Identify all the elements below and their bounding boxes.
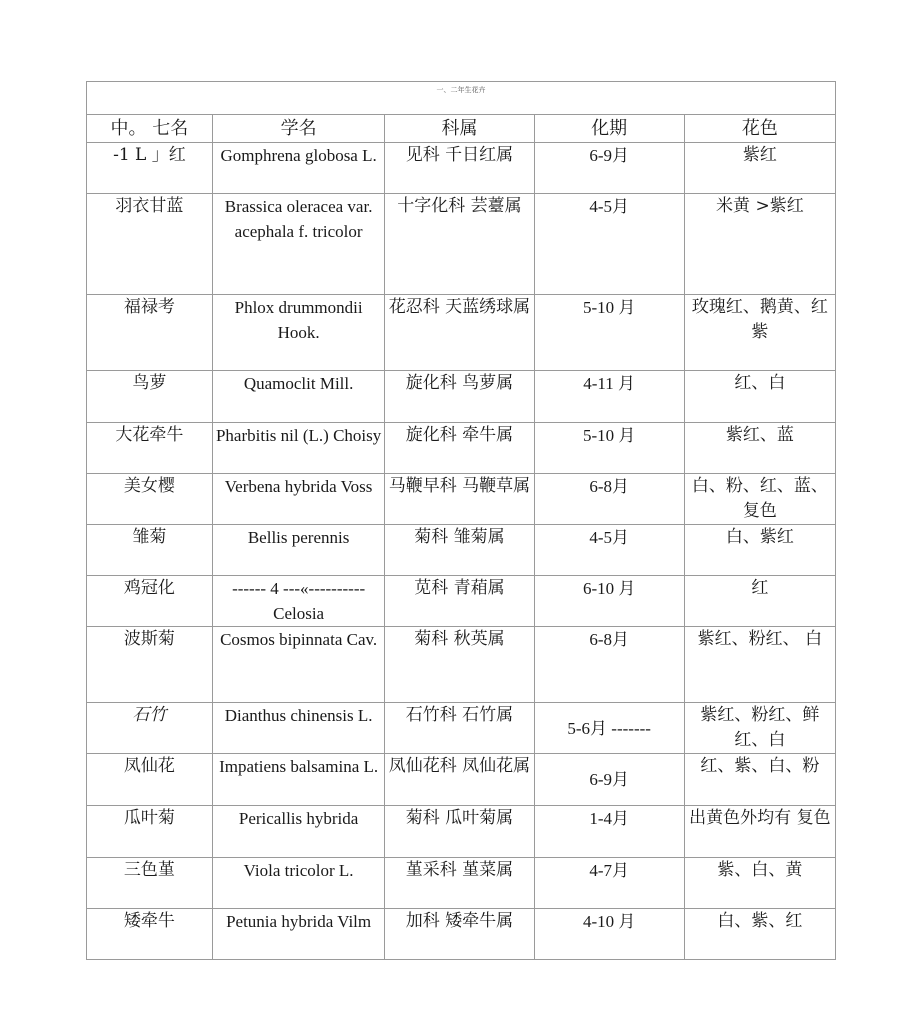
table-row: [87, 525, 836, 576]
cell-scientific: Verbena hybrida Voss: [212, 474, 385, 525]
cell-scientific: Phlox drummondii Hook.: [212, 295, 385, 371]
cell-name: 羽衣甘蓝: [87, 194, 213, 295]
cell-scientific: Brassica oleracea var. acephala f. tricolor: [212, 194, 385, 295]
cell-color: 红、紫、白、粉: [684, 754, 835, 806]
flower-table: [86, 114, 836, 960]
cell-scientific: Gomphrena globosa L.: [212, 143, 385, 194]
cell-period: 6-9月: [534, 754, 684, 806]
cell-scientific: Quamoclit Mill.: [212, 371, 385, 423]
cell-period: 6-10 月: [534, 576, 684, 627]
cell-color: 白、粉、红、蓝、复色: [684, 474, 835, 525]
cell-scientific: Pharbitis nil (L.) Choisy: [212, 423, 385, 474]
cell-family: 石竹科 石竹属: [385, 703, 534, 754]
cell-scientific: Petunia hybrida Vilm: [212, 909, 385, 960]
cell-family: 堇采科 堇菜属: [385, 858, 534, 909]
table-row: [87, 295, 836, 371]
table-row: [87, 194, 836, 295]
cell-name: 矮牵牛: [87, 909, 213, 960]
cell-family: 菊科 瓜叶菊属: [385, 806, 534, 858]
cell-scientific: Viola tricolor L.: [212, 858, 385, 909]
cell-color: 紫红、粉红、 白: [684, 627, 835, 703]
cell-name: 雏菊: [87, 525, 213, 576]
header-period: 化期: [534, 115, 684, 143]
cell-color: 紫、白、黄: [684, 858, 835, 909]
cell-name: 福禄考: [87, 295, 213, 371]
table-body: [87, 143, 836, 960]
table-row: [87, 371, 836, 423]
cell-family: 见科 千日红属: [385, 143, 534, 194]
table-row: [87, 754, 836, 806]
cell-period: 5-10 月: [534, 295, 684, 371]
cell-family: 花忍科 天蓝绣球属: [385, 295, 534, 371]
plant-table-sheet: [86, 81, 836, 960]
cell-family: 凤仙花科 凤仙花属: [385, 754, 534, 806]
cell-scientific: Dianthus chinensis L.: [212, 703, 385, 754]
cell-period: 4-5月: [534, 194, 684, 295]
cell-scientific: Pericallis hybrida: [212, 806, 385, 858]
cell-color: 紫红、粉红、鲜红、白: [684, 703, 835, 754]
cell-name: 大花牵牛: [87, 423, 213, 474]
table-row: [87, 423, 836, 474]
cell-family: 旋化科 鸟萝属: [385, 371, 534, 423]
cell-family: 旋化科 牵牛属: [385, 423, 534, 474]
cell-scientific: Cosmos bipinnata Cav.: [212, 627, 385, 703]
cell-period: 4-7月: [534, 858, 684, 909]
cell-family: 菊科 雏菊属: [385, 525, 534, 576]
cell-color: 白、紫、红: [684, 909, 835, 960]
table-row: [87, 806, 836, 858]
table-row: [87, 909, 836, 960]
table-row: [87, 474, 836, 525]
cell-period: 5-10 月: [534, 423, 684, 474]
cell-family: 马鞭早科 马鞭草属: [385, 474, 534, 525]
cell-family: 加科 矮牵牛属: [385, 909, 534, 960]
cell-color: 红、白: [684, 371, 835, 423]
cell-period: 4-10 月: [534, 909, 684, 960]
caption-row: [86, 81, 836, 114]
cell-period: 6-9月: [534, 143, 684, 194]
cell-color: 米黄 >紫红: [684, 194, 835, 295]
cell-name: 鸟萝: [87, 371, 213, 423]
cell-name: 凤仙花: [87, 754, 213, 806]
cell-period: 6-8月: [534, 627, 684, 703]
cell-color: 红: [684, 576, 835, 627]
cell-name: -1 L 」红: [87, 143, 213, 194]
header-row: [87, 115, 836, 143]
cell-color: 玫瑰红、鹅黄、红紫: [684, 295, 835, 371]
table-row: [87, 576, 836, 627]
header-scientific: 学名: [212, 115, 385, 143]
cell-name: 石竹: [87, 703, 213, 754]
header-name: 中。 七名: [87, 115, 213, 143]
table-row: [87, 143, 836, 194]
table-row: [87, 703, 836, 754]
cell-color: 紫红、蓝: [684, 423, 835, 474]
cell-period: 4-5月: [534, 525, 684, 576]
cell-period: 4-11 月: [534, 371, 684, 423]
cell-family: 菊科 秋英属: [385, 627, 534, 703]
cell-period: 1-4月: [534, 806, 684, 858]
table-row: [87, 627, 836, 703]
cell-family: 十字化科 芸薹属: [385, 194, 534, 295]
cell-color: 白、紫红: [684, 525, 835, 576]
cell-name: 三色堇: [87, 858, 213, 909]
cell-scientific: ------ 4 ---«---------- Celosia: [212, 576, 385, 627]
cell-family: 苋科 青葙属: [385, 576, 534, 627]
cell-color: 出黄色外均有 复色: [684, 806, 835, 858]
table-row: [87, 858, 836, 909]
cell-color: 紫红: [684, 143, 835, 194]
cell-scientific: Bellis perennis: [212, 525, 385, 576]
cell-name: 波斯菊: [87, 627, 213, 703]
table-caption: 一、二年生花卉: [436, 86, 486, 94]
header-color: 花色: [684, 115, 835, 143]
cell-name: 瓜叶菊: [87, 806, 213, 858]
cell-name: 美女樱: [87, 474, 213, 525]
cell-name: 鸡冠化: [87, 576, 213, 627]
header-family: 科属: [385, 115, 534, 143]
cell-period: 5-6月 -------: [534, 703, 684, 754]
cell-period: 6-8月: [534, 474, 684, 525]
cell-scientific: Impatiens balsamina L.: [212, 754, 385, 806]
